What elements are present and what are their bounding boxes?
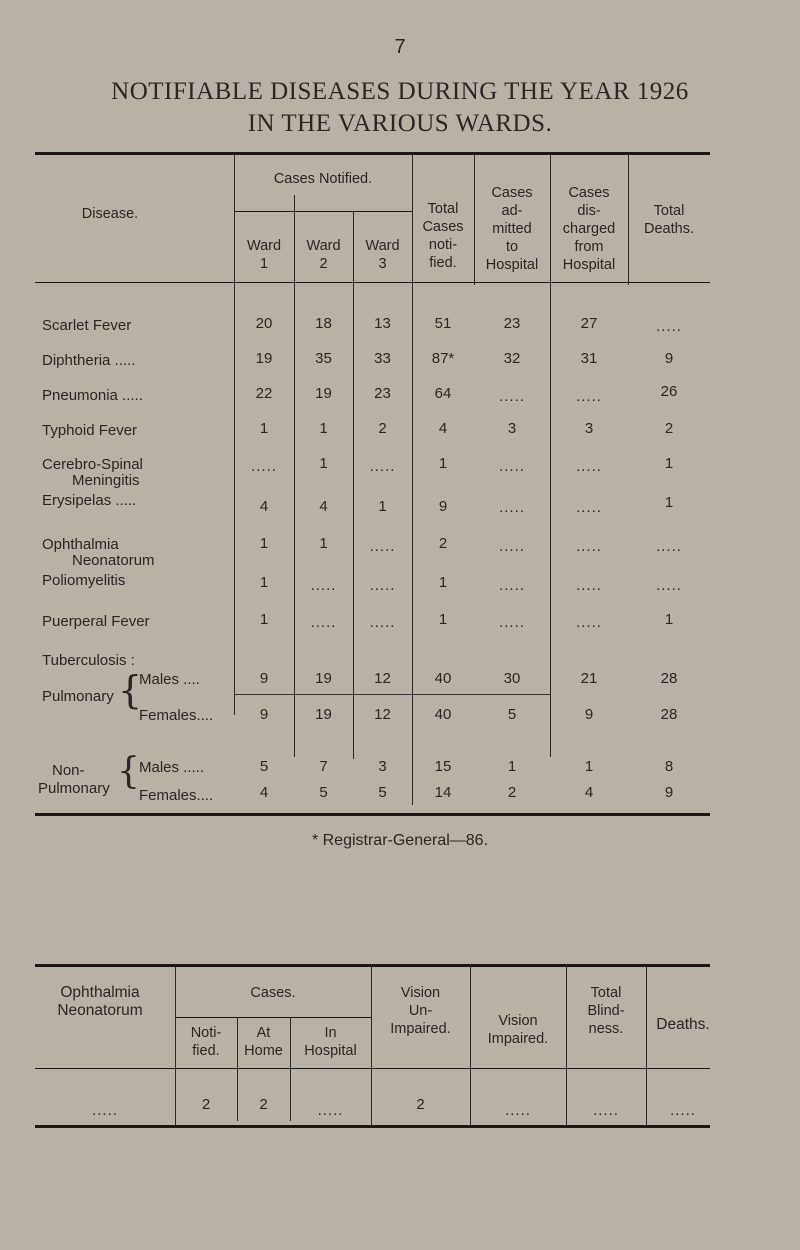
- cases-underline: [175, 1017, 371, 1018]
- header-ward-1: Ward 1: [246, 238, 282, 272]
- cell-ward-3: .....: [369, 614, 396, 631]
- row-label: Poliomyelitis: [42, 572, 126, 589]
- header-ophthalmia-neonatorum: Ophthalmia Neonatorum: [57, 984, 143, 1019]
- cell-ward-2: 4: [319, 498, 328, 515]
- cell-deaths: 9: [664, 784, 674, 801]
- row-label-continued: Meningitis: [72, 472, 140, 489]
- cell-discharged: 1: [584, 758, 594, 775]
- cell-admitted: .....: [499, 614, 525, 631]
- row-label: Scarlet Fever: [42, 317, 132, 334]
- header-deaths: Deaths.: [656, 1016, 710, 1033]
- cell-total: 51: [434, 315, 452, 332]
- cell-ward-1: 20: [255, 315, 273, 332]
- cell-deaths: 28: [660, 670, 678, 687]
- cell-ward-2: 7: [319, 758, 328, 775]
- row-label: Cerebro-Spinal: [42, 456, 143, 473]
- header-bottom-rule: [35, 282, 710, 283]
- row-label: Diphtheria .....: [42, 352, 136, 369]
- cell-total: 15: [434, 758, 452, 775]
- cell-ward-3: 12: [374, 670, 391, 687]
- cell-admitted: 1: [507, 758, 517, 775]
- cell-at-home: 2: [259, 1096, 268, 1113]
- cell-ward-3: 12: [374, 706, 391, 723]
- cell-ward-1: 22: [255, 385, 273, 402]
- cell-ward-3: 5: [378, 784, 387, 801]
- cell-total: 14: [434, 784, 452, 801]
- cell-deaths: 8: [664, 758, 674, 775]
- header-total-cases-notified: Total Cases noti- fied.: [422, 201, 464, 271]
- cell-ward-3: 23: [374, 385, 391, 402]
- cell-ward-3: .....: [369, 458, 396, 475]
- cell-vision-impaired: .....: [505, 1102, 531, 1119]
- cell-admitted: 32: [503, 350, 521, 367]
- table-bottom-rule: [35, 813, 710, 816]
- row-label: Ophthalmia: [42, 536, 119, 553]
- non-pulmonary-label: Pulmonary: [38, 780, 110, 797]
- cell-admitted: .....: [499, 458, 525, 475]
- cell-discharged: 27: [580, 315, 598, 332]
- cell-ward-1: 1: [259, 574, 269, 591]
- cell-deaths: 1: [664, 611, 674, 628]
- header-total-blindness: Total Blind- ness.: [587, 985, 625, 1037]
- header-in-hospital: In Hospital: [304, 1025, 357, 1059]
- cell-total: 4: [438, 420, 448, 437]
- page-subtitle: IN THE VARIOUS WARDS.: [247, 110, 553, 137]
- cell-deaths: .....: [670, 1102, 696, 1119]
- cell-ward-1: .....: [251, 458, 277, 475]
- cell-deaths: 2: [664, 420, 674, 437]
- header-vision-unimpaired: Vision Un- Impaired.: [390, 985, 451, 1037]
- cell-admitted: 5: [507, 706, 517, 723]
- cell-in-hospital: .....: [317, 1102, 344, 1119]
- header-notified: Noti- fied.: [190, 1025, 222, 1059]
- table-bottom-rule: [35, 1125, 710, 1128]
- cell-admitted: 3: [507, 420, 517, 437]
- cell-ward-1: 9: [259, 706, 269, 723]
- cell-ward-2: 5: [319, 784, 328, 801]
- row-divider: [234, 694, 550, 695]
- cell-ward-3: 33: [374, 350, 391, 367]
- cell-ward-1: 4: [259, 498, 269, 515]
- cell-admitted: .....: [499, 499, 525, 516]
- cell-ward-2: 19: [315, 706, 332, 723]
- cell-deaths: .....: [656, 577, 682, 594]
- cell-notified: 2: [201, 1096, 211, 1113]
- cell-discharged: 21: [580, 670, 598, 687]
- row-label: Males ....: [139, 671, 200, 688]
- pulmonary-brace: {: [118, 668, 143, 712]
- cell-ward-3: .....: [369, 538, 396, 555]
- cell-ward-3: 1: [378, 498, 387, 515]
- cell-discharged: .....: [576, 499, 602, 516]
- header-cases-admitted: Cases ad- mitted to Hospital: [485, 185, 539, 273]
- cell-ward-3: .....: [369, 577, 396, 594]
- cell-ward-2: .....: [310, 614, 337, 631]
- row-label: Typhoid Fever: [42, 422, 138, 439]
- cell-ward-2: 1: [319, 455, 328, 472]
- header-total-deaths: Total Deaths.: [644, 203, 694, 237]
- cell-ward-1: 1: [259, 420, 269, 437]
- row-label: Males .....: [139, 759, 205, 776]
- cell-ward-1: 5: [259, 758, 269, 775]
- cell-deaths: 9: [664, 350, 674, 367]
- header-vision-impaired: Vision Impaired.: [487, 1013, 549, 1047]
- cell-ward-1: 1: [259, 535, 269, 552]
- cell-deaths: .....: [656, 318, 682, 335]
- table-top-rule: [35, 964, 710, 967]
- cell-total: 2: [438, 535, 448, 552]
- row-label: Erysipelas .....: [42, 492, 137, 509]
- cell-discharged: 4: [584, 784, 594, 801]
- header-disease: Disease.: [81, 206, 139, 222]
- cell-discharged: .....: [576, 614, 602, 631]
- cell-ward-1: 4: [259, 784, 269, 801]
- cell-discharged: 31: [580, 350, 598, 367]
- cell-ward-2: 19: [315, 385, 332, 402]
- cell-total: 1: [438, 574, 448, 591]
- page-number: 7: [394, 36, 406, 58]
- cell-admitted: .....: [499, 577, 525, 594]
- cell-deaths: 28: [660, 706, 678, 723]
- table-top-rule: [35, 152, 710, 155]
- row-label: Females....: [139, 787, 214, 804]
- cell-vision-unimpaired: 2: [416, 1096, 425, 1113]
- cell-deaths: 1: [664, 455, 674, 472]
- cell-deaths: 26: [660, 383, 678, 400]
- row-label: Females....: [139, 707, 214, 724]
- cell-ward-1: 19: [255, 350, 273, 367]
- cell-ward-1: 1: [259, 611, 269, 628]
- cell-total: 9: [438, 498, 448, 515]
- header-cases-discharged: Cases dis- charged from Hospital: [562, 185, 616, 273]
- tuberculosis-heading: Tuberculosis :: [42, 652, 135, 669]
- header-bottom-rule: [35, 1068, 710, 1069]
- cell-admitted: 30: [503, 670, 521, 687]
- cell-total: 87*: [431, 350, 455, 367]
- cell-deaths: .....: [656, 538, 682, 555]
- cell-discharged: .....: [576, 538, 602, 555]
- header-ward-3: Ward 3: [365, 238, 400, 272]
- cell-total: 64: [434, 385, 452, 402]
- cell-total: 40: [434, 670, 452, 687]
- row-label: Puerperal Fever: [42, 613, 150, 630]
- cell-admitted: .....: [499, 538, 525, 555]
- cell-discharged: 9: [584, 706, 594, 723]
- cell-ward-3: 13: [374, 315, 391, 332]
- cell-ward-2: 35: [315, 350, 332, 367]
- cell-ward-3: 3: [378, 758, 387, 775]
- header-cases-notified: Cases Notified.: [273, 171, 373, 187]
- non-pulmonary-label: Non-: [52, 762, 85, 779]
- pulmonary-label: Pulmonary: [42, 688, 114, 705]
- cell-ward-2: .....: [310, 577, 337, 594]
- cell-discharged: .....: [576, 388, 602, 405]
- header-at-home: At Home: [244, 1025, 283, 1059]
- cell-total: 40: [434, 706, 452, 723]
- cell-discharged: 3: [584, 420, 594, 437]
- non-pulmonary-brace: {: [117, 751, 140, 792]
- cell-ward-2: 19: [315, 670, 332, 687]
- row-label-continued: Neonatorum: [72, 552, 155, 569]
- cell-admitted: 23: [503, 315, 521, 332]
- footnote: * Registrar-General—86.: [311, 832, 489, 849]
- cell-ward-2: 1: [319, 535, 328, 552]
- header-cases: Cases.: [250, 985, 296, 1001]
- cell-admitted: 2: [507, 784, 517, 801]
- page-title: NOTIFIABLE DISEASES DURING THE YEAR 1926: [111, 78, 689, 105]
- header-ward-2: Ward 2: [306, 238, 341, 272]
- cases-notified-underline: [234, 211, 412, 212]
- cell-admitted: .....: [499, 388, 525, 405]
- cell-deaths: 1: [664, 494, 674, 511]
- cell-ward-2: 1: [319, 420, 328, 437]
- cell-total-blindness: .....: [593, 1102, 619, 1119]
- cell-discharged: .....: [576, 577, 602, 594]
- cell-discharged: .....: [576, 458, 602, 475]
- cell-ward-1: 9: [259, 670, 269, 687]
- row-label: Pneumonia .....: [42, 387, 143, 404]
- cell-total: 1: [438, 455, 448, 472]
- cell-total: 1: [438, 611, 448, 628]
- cell-ward-3: 2: [378, 420, 387, 437]
- cell-ward-2: 18: [315, 315, 332, 332]
- row-label: .....: [92, 1102, 118, 1119]
